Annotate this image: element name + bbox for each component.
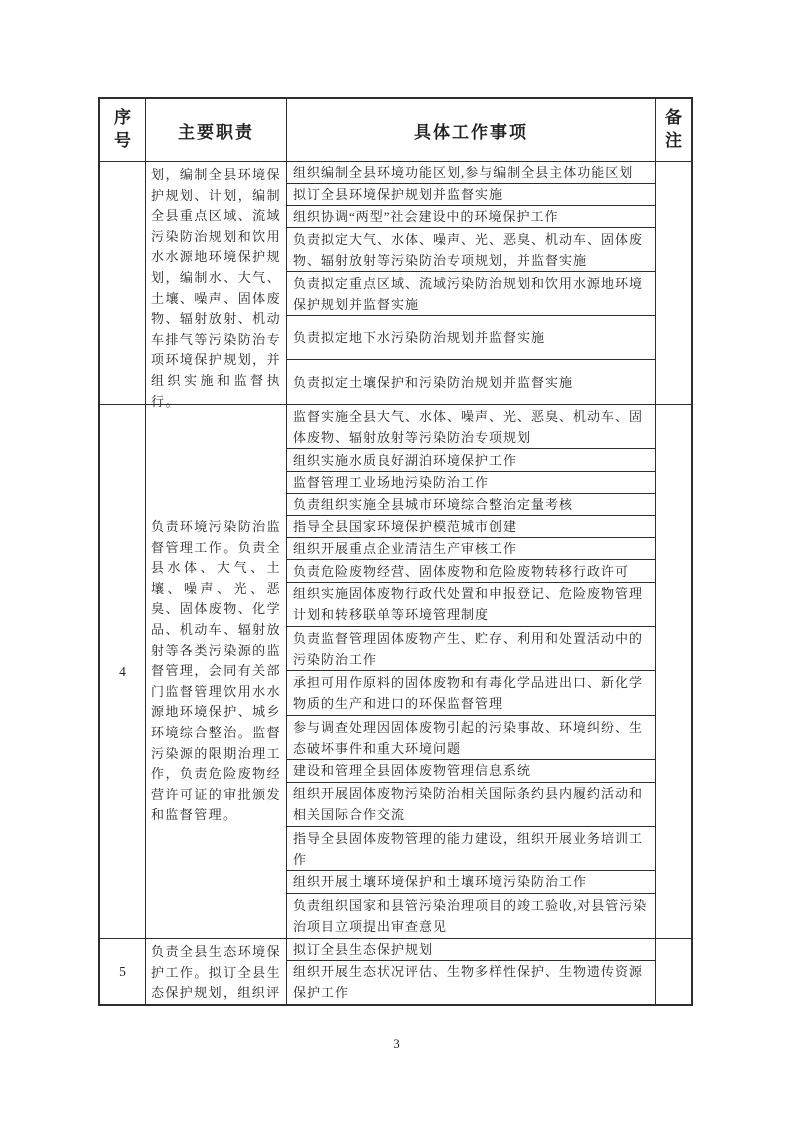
work-item bbox=[287, 671, 655, 715]
serial-cell bbox=[100, 405, 146, 938]
note-cell bbox=[656, 162, 691, 404]
duty-text: 划，编制全县环境保护规划、计划，编制全县重点区域、流域污染防治规划和饮用水水源地环境保护规划，编制水、大气、土壤、噪声、固体废物、辐射放射、机动车排气等污染防治专项环境保护规划，并组织实施和监督执行。 bbox=[151, 167, 281, 409]
work-item-text: 组织编制全县环境功能区划,参与编制全县主体功能区划 bbox=[293, 165, 634, 180]
work-item bbox=[287, 494, 655, 516]
note-cell bbox=[656, 939, 691, 1004]
header-serial-number-label: 序号 bbox=[113, 108, 131, 150]
work-item-text: 指导全县固体废物管理的能力建设，组织开展业务培训工作 bbox=[293, 830, 644, 867]
header-work-items-label: 具体工作事项 bbox=[414, 122, 528, 142]
work-items-cell bbox=[287, 405, 656, 938]
work-item-text: 负责危险废物经营、固体废物和危险废物转移行政许可 bbox=[293, 563, 630, 579]
work-item bbox=[287, 516, 655, 538]
work-item-text: 组织开展生态状况评估、生物多样性保护、生物遗传资源保护工作 bbox=[293, 964, 644, 1001]
work-item bbox=[287, 272, 655, 316]
duty-cell bbox=[146, 405, 287, 938]
work-item bbox=[287, 184, 655, 206]
duty-text: 负责全县生态环境保护工作。拟订全县生态保护规划，组织评 bbox=[151, 944, 281, 1001]
work-item-text: 参与调查处理因固体废物引起的污染事故、环境纠纷、生态破坏事件和重大环境问题 bbox=[293, 719, 644, 756]
work-item bbox=[287, 560, 655, 582]
work-item bbox=[287, 449, 655, 471]
work-item bbox=[287, 961, 655, 1004]
work-item bbox=[287, 472, 655, 494]
work-item bbox=[287, 583, 655, 627]
work-item bbox=[287, 538, 655, 560]
work-item bbox=[287, 827, 655, 871]
work-item-text: 拟订全县生态保护规划 bbox=[293, 941, 434, 957]
table-header-row bbox=[100, 99, 691, 162]
work-item-text: 监督实施全县大气、水体、噪声、光、恶臭、机动车、固体废物、辐射放射等污染防治专项规划 bbox=[293, 408, 644, 445]
serial-cell bbox=[100, 939, 146, 1004]
duties-table bbox=[98, 97, 693, 1006]
work-item bbox=[287, 627, 655, 671]
work-item bbox=[287, 760, 655, 782]
work-item bbox=[287, 316, 655, 360]
work-item bbox=[287, 894, 655, 938]
table-row bbox=[100, 162, 691, 409]
work-item-text: 拟订全县环境保护规划并监督实施 bbox=[293, 187, 504, 202]
table-row bbox=[100, 405, 691, 939]
header-serial-number bbox=[100, 99, 146, 161]
work-item-text: 负责拟定地下水污染防治规划并监督实施 bbox=[293, 330, 546, 345]
page-number: 3 bbox=[393, 1036, 400, 1051]
work-item-text: 监督管理工业场地污染防治工作 bbox=[293, 474, 490, 490]
work-item bbox=[287, 405, 655, 449]
header-main-duty-label: 主要职责 bbox=[178, 122, 254, 142]
duty-cell bbox=[146, 162, 287, 409]
work-item-text: 负责拟定重点区域、流域污染防治规划和饮用水源地环境保护规划并监督实施 bbox=[293, 275, 644, 312]
serial-number: 5 bbox=[119, 963, 126, 979]
header-note-label: 备注 bbox=[664, 108, 682, 150]
work-item bbox=[287, 871, 655, 893]
work-item-text: 组织实施水质良好湖泊环境保护工作 bbox=[293, 452, 518, 468]
note-cell bbox=[656, 405, 691, 938]
work-item-text: 组织开展重点企业清洁生产审核工作 bbox=[293, 541, 518, 557]
work-item bbox=[287, 228, 655, 272]
work-item-text: 负责拟定大气、水体、噪声、光、恶臭、机动车、固体废物、辐射放射等污染防治专项规划，并监督实施 bbox=[293, 231, 644, 268]
work-item-text: 负责组织国家和县管污染治理项目的竣工验收,对县管污染治项目立项提出审查意见 bbox=[293, 897, 648, 934]
work-item-text: 负责监督管理固体废物产生、贮存、利用和处置活动中的污染防治工作 bbox=[293, 630, 644, 667]
header-work-items bbox=[287, 99, 656, 161]
serial-cell bbox=[100, 162, 146, 404]
work-item bbox=[287, 783, 655, 827]
duty-cell bbox=[146, 939, 287, 1004]
work-item-text: 组织开展固体废物污染防治相关国际条约县内履约活动和相关国际合作交流 bbox=[293, 786, 644, 823]
work-item-text: 负责组织实施全县城市环境综合整治定量考核 bbox=[293, 496, 574, 512]
work-item-text: 承担可用作原料的固体废物和有毒化学品进出口、新化学物质的生产和进口的环保监督管理 bbox=[293, 675, 644, 712]
work-items-cell bbox=[287, 162, 656, 404]
work-item-text: 负责拟定土壤保护和污染防治规划并监督实施 bbox=[293, 374, 574, 390]
work-item bbox=[287, 716, 655, 760]
work-items-cell bbox=[287, 939, 656, 1004]
duty-text: 负责环境污染防治监督管理工作。负责全县水体、大气、土壤、噪声、光、恶臭、固体废物、化学品、机动车、辐射放射等各类污染源的监督管理，会同有关部门监督管理饮用水水源地环境保护、城乡环境综合整治。监督污染源的限期治理工作，负责危险废物经营许可证的审批颁发和监督管理。 bbox=[151, 519, 281, 823]
work-item-text: 组织协调“两型”社会建设中的环境保护工作 bbox=[293, 209, 559, 224]
header-note bbox=[656, 99, 691, 161]
work-item-text: 建设和管理全县固体废物管理信息系统 bbox=[293, 763, 532, 779]
work-item bbox=[287, 162, 655, 184]
work-item-text: 组织开展土壤环境保护和土壤环境污染防治工作 bbox=[293, 874, 588, 890]
header-main-duty bbox=[146, 99, 287, 161]
work-item bbox=[287, 939, 655, 961]
serial-number: 4 bbox=[119, 663, 126, 679]
work-item-text: 组织实施固体废物行政代处置和申报登记、危险废物管理计划和转移联单等环境管理制度 bbox=[293, 586, 644, 623]
work-item-text: 指导全县国家环境保护模范城市创建 bbox=[293, 519, 518, 535]
work-item bbox=[287, 206, 655, 228]
table-row bbox=[100, 939, 691, 1004]
work-item bbox=[287, 360, 655, 404]
